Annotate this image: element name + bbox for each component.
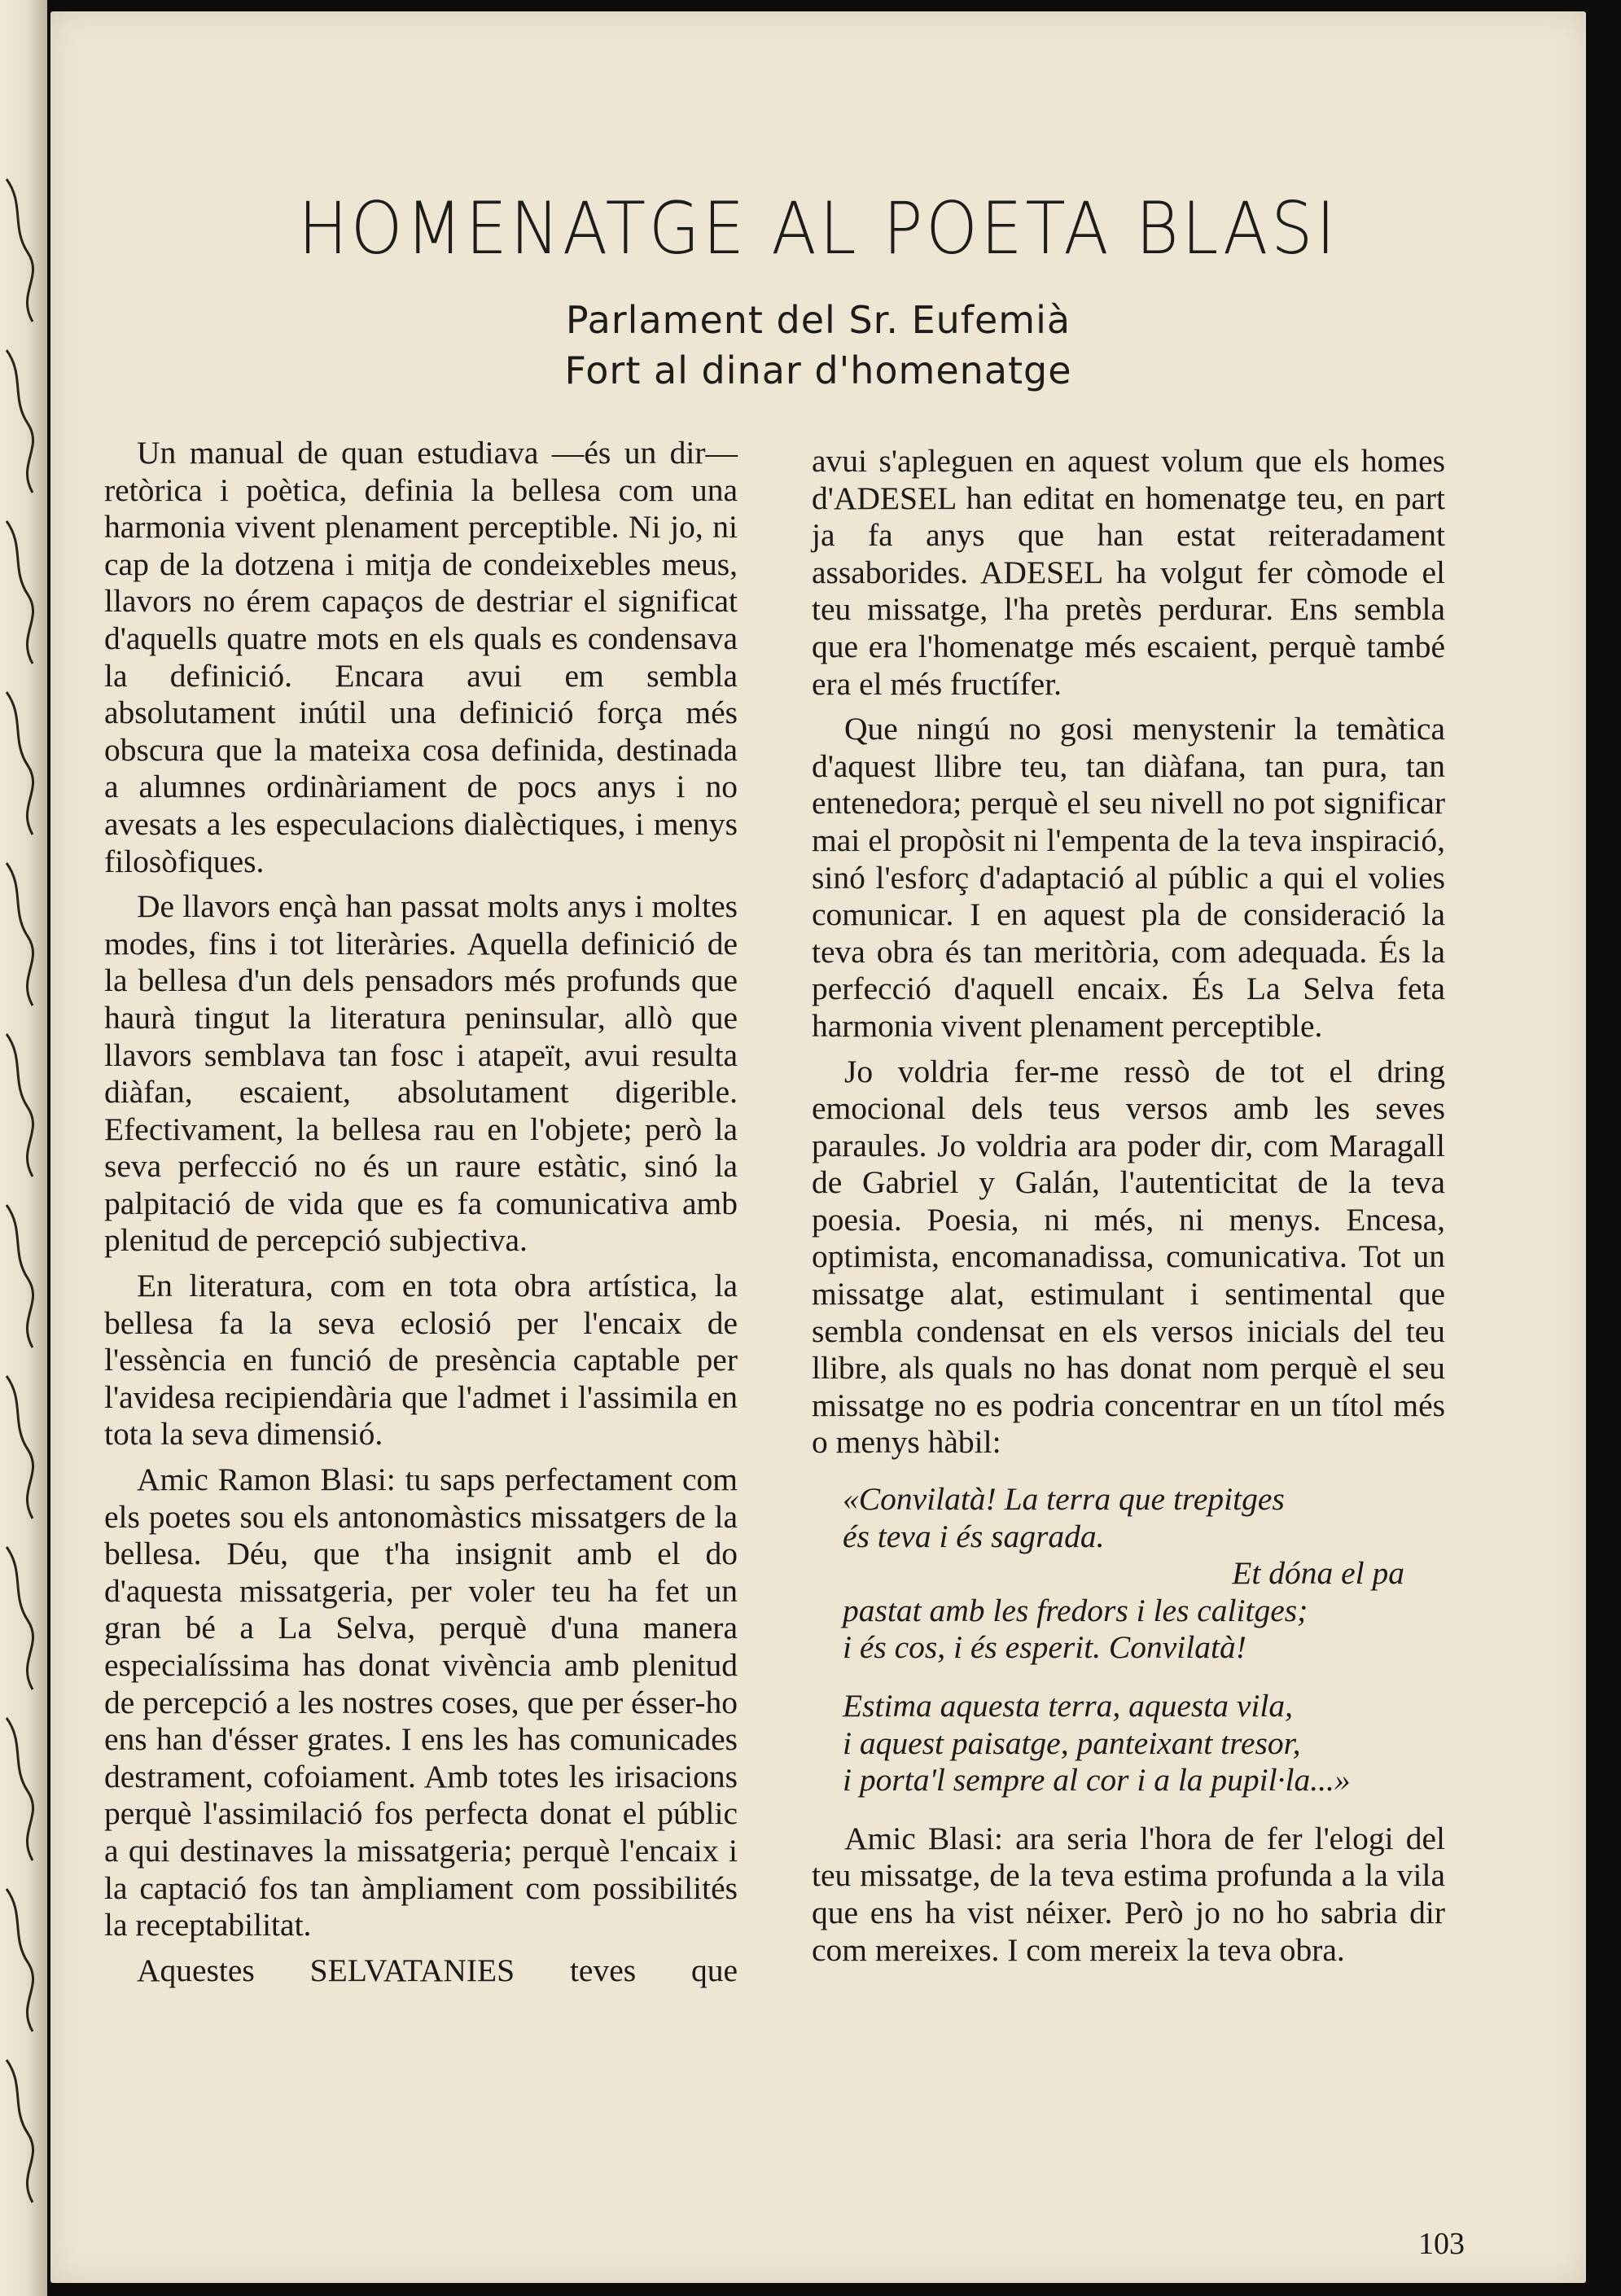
binding-thread-pattern [0, 0, 47, 2296]
subtitle-line-1: Parlament del Sr. Eufemià [565, 298, 1071, 342]
subtitle-line-2: Fort al dinar d'homenatge [564, 348, 1072, 392]
poem-line: i porta'l sempre al cor i a la pupil·la...» [843, 1762, 1351, 1799]
paragraph: avui s'apleguen en aquest volum que els homes d'ADESEL han editat en homenatge teu, en part ja fa anys que han estat reiteradament assaborides. ADESEL ha volgut fer còmode el teu missatge, l'ha pretès perdurar. Ens sembla que era l'homenatge més escaient, perquè també era el més fructífer. [812, 443, 1445, 702]
paragraph: Que ningú no gosi menystenir la temàtica d'aquest llibre teu, tan diàfana, tan pura, tan entenedora; perquè el seu nivell no pot significar mai el propòsit ni l'empenta de la teva inspiració, sinó l'esforç d'adaptació al públic a qui el volies comunicar. I en aquest pla de consideració la teva obra és tan meritòria, com adequada. És la perfecció d'aquell encaix. És La Selva feta harmonia vivent plenament perceptible. [812, 711, 1445, 1044]
poem-quote [843, 1481, 1445, 1799]
poem-line: pastat amb les fredors i les calitges; [843, 1592, 1308, 1628]
poem-line: Et dóna el pa [1232, 1555, 1404, 1592]
poem-stanza [843, 1688, 1445, 1799]
poem-line: Estima aquesta terra, aquesta vila, [843, 1688, 1293, 1724]
paragraph: Amic Ramon Blasi: tu saps perfectament com els poetes sou els antonomàstics missatgers de la bellesa. Déu, que t'ha insignit amb el do d'aquesta missatgeria, per voler teu ha fet un gran bé a La Selva, perquè d'una manera especialíssima has donat vivència amb plenitud de percepció a les nostres coses, que per ésser-ho ens han d'ésser grates. I ens les has comunicades destrament, cofoiament. Amb totes les irisacions perquè l'assimilació fos perfecta donat el públic a qui destinaves la missatgeria; perquè l'encaix i la captació fos tan àmpliament com possibilités la receptabilitat. [104, 1461, 738, 1943]
magazine-page [50, 11, 1586, 2283]
poem-line: i aquest paisatge, panteixant tresor, [843, 1724, 1301, 1761]
paragraph: En literatura, com en tota obra artística, la bellesa fa la seva eclosió per l'encaix de l'essència en funció de presència captable per l'avidesa recipiendària que l'admet i l'assimila en tota la seva dimensió. [104, 1268, 738, 1453]
paragraph: Jo voldria fer-me ressò de tot el dring emocional dels teus versos amb les seves paraules. Jo voldria ara poder dir, com Maragall de Gabriel y Galán, l'autenticitat de la teva poesia. Poesia, ni més, ni menys. Encesa, optimista, encomanadissa, comunicativa. Tot un missatge alat, estimulant i sentimental que sembla condensat en els versos inicials del teu llibre, als quals no has donat nom perquè el seu missatge no es podria concentrar en un títol més o menys hàbil: [812, 1053, 1445, 1461]
page-title: HOMENATGE AL POETA BLASI [298, 186, 1338, 270]
book-binding-edge [0, 0, 47, 2296]
paragraph: Amic Blasi: ara seria l'hora de fer l'elogi del teu missatge, de la teva estima profunda a la vila que ens ha vist néixer. Però jo no ho sabria dir com mereixes. I com mereix la teva obra. [812, 1820, 1445, 1968]
poem-line: és teva i és sagrada. [843, 1518, 1105, 1554]
right-column [812, 443, 1445, 1977]
paragraph: Un manual de quan estudiava —és un dir— retòrica i poètica, definia la bellesa com una harmonia vivent plenament perceptible. Ni jo, ni cap de la dotzena i mitja de condeixebles meus, llavors no érem capaços de destriar el significat d'aquells quatre mots en els quals es condensava la definició. Encara avui em sembla absolutament inútil una definició força més obscura que la mateixa cosa definida, destinada a alumnes ordinàriament de pocs anys i no avesats a les especulacions dialèctiques, i menys filosòfiques. [104, 435, 738, 879]
paragraph: Aquestes SELVATANIES teves que [137, 1952, 738, 1988]
left-column [104, 435, 738, 1997]
poem-line: «Convilatà! La terra que trepitges [843, 1481, 1285, 1518]
paragraph: De llavors ençà han passat molts anys i moltes modes, fins i tot literàries. Aquella definició de la bellesa d'un dels pensadors més profunds que haurà tingut la literatura peninsular, allò que llavors semblava tan fosc i atapeït, avui resulta diàfan, escaient, absolutament digerible. Efectivament, la bellesa rau en l'objete; però la seva perfecció no és un raure estàtic, sinó la palpitació de vida que es fa comunicativa amb plenitud de percepció subjectiva. [104, 888, 738, 1259]
poem-line: i és cos, i és esperit. Convilatà! [843, 1629, 1246, 1666]
page-subtitle [50, 295, 1586, 396]
page-number: 103 [1418, 2227, 1465, 2261]
poem-stanza [843, 1481, 1445, 1667]
